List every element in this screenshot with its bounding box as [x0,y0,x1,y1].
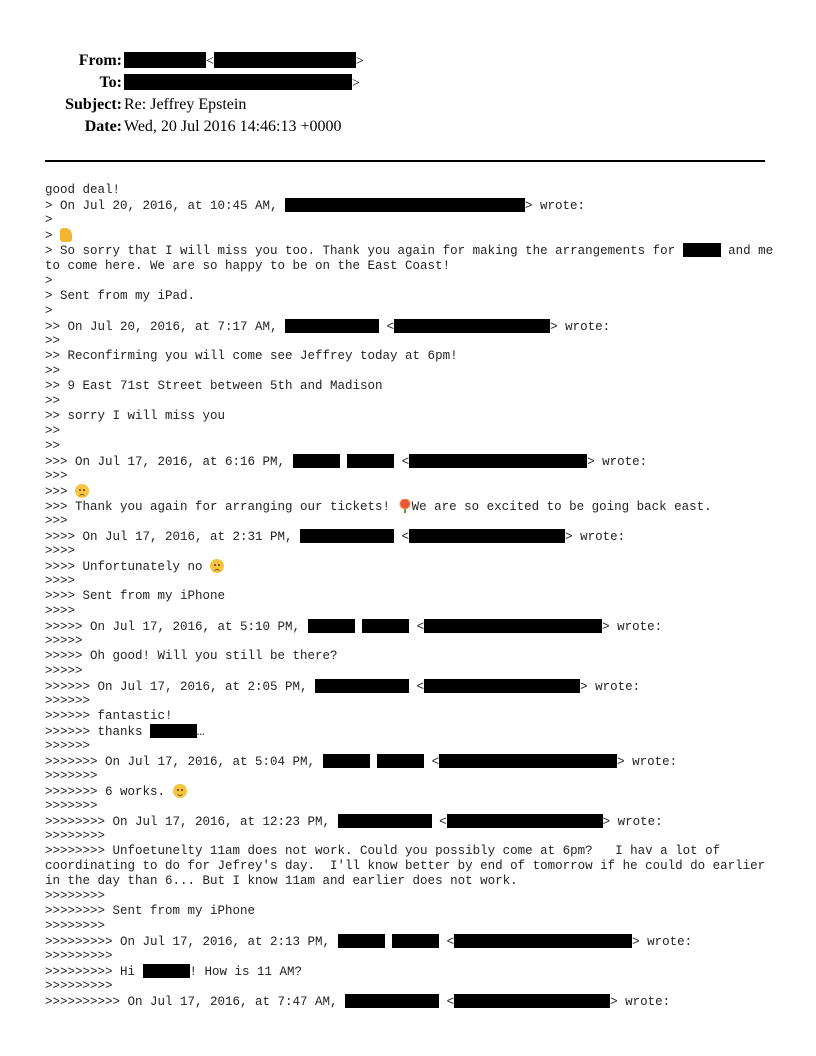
line-text: >>>>> [45,664,83,678]
line-text: > On Jul 20, 2016, at 10:45 AM, [45,199,286,213]
line-text: < [424,755,440,769]
message-line [45,649,785,664]
message-line [45,634,785,649]
line-text: >>>>>> [45,739,91,753]
message-line [45,228,785,243]
message-line [45,994,785,1009]
redaction-bar [424,619,602,633]
message-line [45,844,785,889]
message-line [45,183,785,198]
line-text: < [409,620,425,634]
message-line [45,784,785,799]
message-line [45,679,785,694]
bouquet-icon [398,499,412,513]
email-header [0,52,816,140]
line-text: >>>>>>> [45,769,98,783]
line-text: > [45,229,61,243]
line-text [370,755,378,769]
message-line [45,529,785,544]
message-line [45,889,785,904]
line-text: < [379,320,395,334]
line-text: >>>>>> thanks [45,725,151,739]
line-text: >>>>> Oh good! Will you still be there? [45,649,338,663]
redaction-bar [124,52,206,68]
line-text: >>> [45,514,68,528]
message-line [45,274,785,289]
redaction-bar [124,74,352,90]
line-text: and me to come here. We are so happy to be on the East Coast! [45,244,781,273]
line-text: >>>>>>>> Sent from my iPhone [45,904,256,918]
message-line [45,919,785,934]
message-line [45,379,785,394]
line-text: >>>>>>>>> Hi [45,965,143,979]
line-text: We are so excited to be going back east. [411,500,712,514]
message-line [45,964,785,979]
redaction-bar [447,814,603,828]
message-line [45,454,785,469]
line-text: > wrote: [550,320,611,334]
redaction-bar [293,454,340,468]
message-line [45,754,785,769]
line-text: >>> On Jul 17, 2016, at 6:16 PM, [45,455,293,469]
line-text [340,455,348,469]
line-text: > [45,304,53,318]
line-text: good deal! [45,183,121,197]
redaction-bar [454,934,632,948]
redaction-bar [308,619,355,633]
message-line [45,409,785,424]
redaction-bar [338,934,385,948]
message-line [45,934,785,949]
message-line [45,439,785,454]
line-text: > wrote: [632,935,693,949]
line-text: >> Reconfirming you will come see Jeffrey today at 6pm! [45,349,458,363]
line-text: >>>>>>>> [45,919,106,933]
line-text: > wrote: [610,995,671,1009]
redaction-bar [362,619,409,633]
line-text: > Sent from my iPad. [45,289,196,303]
line-text: >> [45,364,61,378]
line-text: >> sorry I will miss you [45,409,226,423]
redaction-bar [315,679,409,693]
redaction-bar [683,243,721,257]
line-text: >>>>>>>> Unfoetunelty 11am does not work. Could you possibly come at 6pm? I hav a lot of coordinating to do for Jefrey's day. I'll know better by end of tomorrow if he could do earlier in the day than 6... But I know 11am and earlier does not work. [45,844,773,888]
line-text: >>>> Unfortunately no [45,560,211,574]
to-row [0,74,816,96]
message-line [45,334,785,349]
line-text: > wrote: [525,199,586,213]
message-line [45,198,785,213]
line-text: >>>>>> On Jul 17, 2016, at 2:05 PM, [45,680,316,694]
redaction-bar [214,52,356,68]
message-line [45,213,785,228]
line-text: >>>> [45,574,76,588]
line-text: > So sorry that I will miss you too. Thank you again for making the arrangements for [45,244,683,258]
line-text: >>>> [45,544,76,558]
line-text: >> [45,439,61,453]
message-line [45,739,785,754]
line-text: >>>>>>>>> [45,949,113,963]
redaction-bar [300,529,394,543]
redaction-bar [377,754,424,768]
from-value: < > [124,52,364,70]
line-text: > [45,274,53,288]
redaction-bar [285,319,379,333]
message-line [45,799,785,814]
line-text: >> On Jul 20, 2016, at 7:17 AM, [45,320,286,334]
message-line [45,829,785,844]
smiling-face-icon [173,784,187,798]
redaction-bar [347,454,394,468]
line-text: … [197,725,205,739]
line-text: >>>>>>> 6 works. [45,785,173,799]
line-text: > wrote: [617,755,678,769]
to-label: To: [99,74,122,91]
line-text: >>>>>> fantastic! [45,709,173,723]
redaction-bar [143,964,190,978]
line-text: >>>>>>>> [45,889,106,903]
line-text: >>>>>>> [45,799,98,813]
message-line [45,499,785,514]
line-text: < [431,815,447,829]
message-line [45,619,785,634]
redaction-bar [424,679,580,693]
message-line [45,979,785,994]
redaction-bar [392,934,439,948]
line-text: >>>>>>>>>> On Jul 17, 2016, at 7:47 AM, [45,995,346,1009]
redaction-bar [409,454,587,468]
line-text: >>>>> On Jul 17, 2016, at 5:10 PM, [45,620,308,634]
message-line [45,514,785,529]
line-text: >>>>>>>> On Jul 17, 2016, at 12:23 PM, [45,815,338,829]
message-line [45,604,785,619]
from-label: From: [78,52,122,69]
redaction-bar [439,754,617,768]
redaction-bar [345,994,439,1008]
line-text: >>> [45,469,68,483]
line-text: >>>>>>>>> On Jul 17, 2016, at 2:13 PM, [45,935,338,949]
message-line [45,424,785,439]
subject-row [0,96,816,118]
to-value: > [124,74,360,92]
line-text: ! How is 11 AM? [189,965,303,979]
message-line [45,364,785,379]
header-divider [45,160,765,162]
message-line [45,769,785,784]
line-text: > wrote: [587,455,648,469]
line-text: >>> [45,485,76,499]
message-line [45,304,785,319]
message-line [45,574,785,589]
line-text: >>>>>>>>> [45,979,113,993]
line-text: < [394,455,410,469]
message-line [45,469,785,484]
redaction-bar [338,814,432,828]
line-text: >>>>> [45,634,83,648]
message-line [45,814,785,829]
line-text: > wrote: [580,680,641,694]
line-text: >>>> On Jul 17, 2016, at 2:31 PM, [45,530,301,544]
message-line [45,559,785,574]
line-text: >> [45,424,61,438]
line-text: > [45,213,53,227]
line-text: >>>> [45,604,76,618]
date-label: Date: [84,118,122,135]
message-line [45,694,785,709]
line-text: < [394,530,410,544]
pensive-face-icon [75,484,89,498]
line-text: < [409,680,425,694]
line-text: >> [45,394,61,408]
line-text: > wrote: [602,620,663,634]
message-body [45,183,785,1009]
line-text: >> [45,334,61,348]
subject-value: Re: Jeffrey Epstein [124,96,247,113]
line-text: >>>>>>>> [45,829,106,843]
message-line [45,589,785,604]
disappointed-face-icon [210,559,224,573]
redaction-bar [409,529,565,543]
message-line [45,664,785,679]
redaction-bar [454,994,610,1008]
line-text: >>>> Sent from my iPhone [45,589,226,603]
date-value: Wed, 20 Jul 2016 14:46:13 +0000 [124,118,342,135]
line-text: >>> Thank you again for arranging our tickets! [45,500,398,514]
message-line [45,394,785,409]
thumbs-up-icon [60,228,72,242]
message-line [45,709,785,724]
line-text [355,620,363,634]
line-text: >>>>>> [45,694,91,708]
redaction-bar [150,724,197,738]
message-line [45,904,785,919]
line-text: > wrote: [602,815,663,829]
line-text: >>>>>>> On Jul 17, 2016, at 5:04 PM, [45,755,323,769]
message-line [45,949,785,964]
line-text: > wrote: [565,530,626,544]
date-row [0,118,816,140]
line-text: >> 9 East 71st Street between 5th and Madison [45,379,383,393]
redaction-bar [394,319,550,333]
message-line [45,243,785,274]
message-line [45,544,785,559]
message-line [45,289,785,304]
message-line [45,349,785,364]
message-line [45,319,785,334]
from-row [0,52,816,74]
redaction-bar [323,754,370,768]
message-line [45,724,785,739]
line-text [385,935,393,949]
line-text: < [439,995,455,1009]
redaction-bar [285,198,525,212]
line-text: < [439,935,455,949]
subject-label: Subject: [65,96,122,113]
message-line [45,484,785,499]
